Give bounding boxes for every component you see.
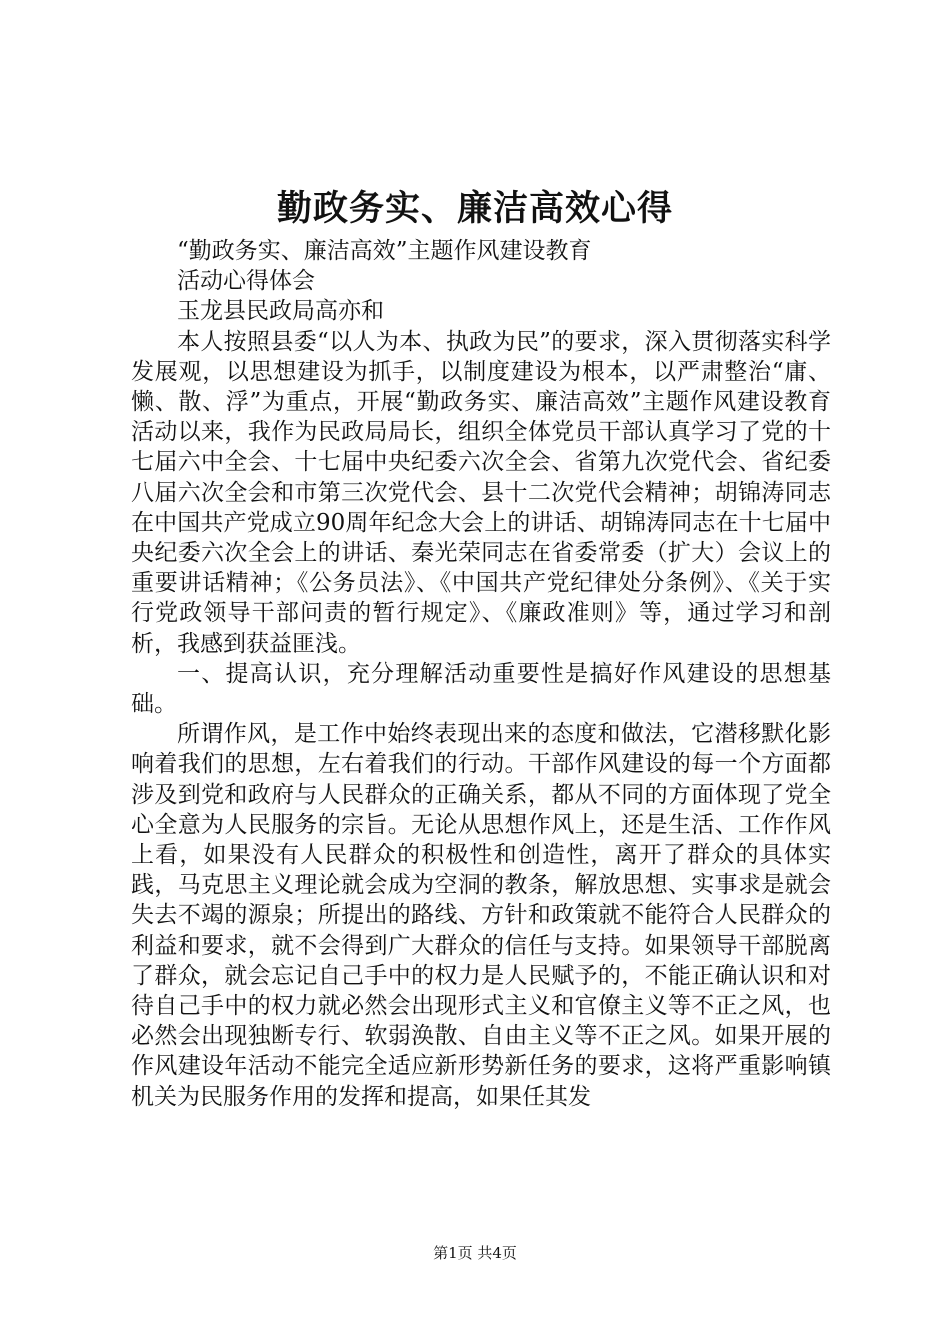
- paragraph-1: 本人按照县委“以人为本、执政为民”的要求，深入贯彻落实科学发展观，以思想建设为抓手，以制度建设为根本，以严肃整治“庸、懒、散、浮”为重点，开展“勤政务实、廉洁高效”主题作风建设教育活动以来，我作为民政局局长，组织全体党员干部认真学习了党的十七届六中全会、十七届中央纪委六次全会、省第九次党代会、省纪委八届六次全会和市第三次党代会、县十二次党代会精神；胡锦涛同志在中国共产党成立90周年纪念大会上的讲话、胡锦涛同志在十七届中央纪委六次全会上的讲话、秦光荣同志在省委常委（扩大）会议上的重要讲话精神；《公务员法》、《中国共产党纪律处分条例》、《关于实行党政领导干部问责的暂行规定》、《廉政准则》等，通过学习和剖析，我感到获益匪浅。: [131, 328, 831, 657]
- author-line: 玉龙县民政局高亦和: [177, 298, 384, 325]
- paragraph-3: 所谓作风，是工作中始终表现出来的态度和做法，它潜移默化影响着我们的思想，左右着我们的行动。干部作风建设的每一个方面都涉及到党和政府与人民群众的正确关系，都从不同的方面体现了党全心全意为人民服务的宗旨。无论从思想作风上，还是生活、工作作风上看，如果没有人民群众的积极性和创造性，离开了群众的具体实践，马克思主义理论就会成为空洞的教条，解放思想、实事求是就会失去不竭的源泉；所提出的路线、方针和政策就不能符合人民群众的利益和要求，就不会得到广大群众的信任与支持。如果领导干部脱离了群众，就会忘记自己手中的权力是人民赋予的，不能正确认识和对待自己手中的权力就必然会出现形式主义和官僚主义等不正之风，也必然会出现独断专行、软弱涣散、自由主义等不正之风。如果开展的作风建设年活动不能完全适应新形势新任务的要求，这将严重影响镇机关为民服务作用的发挥和提高，如果任其发: [131, 721, 831, 1110]
- document-title: 勤政务实、廉洁高效心得: [276, 188, 673, 229]
- paragraph-2: 一、提高认识，充分理解活动重要性是搞好作风建设的思想基础。: [131, 660, 831, 718]
- page-number-footer: 第1页 共4页: [433, 1244, 517, 1262]
- subtitle-line-1: “勤政务实、廉洁高效”主题作风建设教育: [177, 238, 592, 264]
- document-body: [131, 236, 831, 1112]
- subtitle-line-2: 活动心得体会: [177, 268, 315, 295]
